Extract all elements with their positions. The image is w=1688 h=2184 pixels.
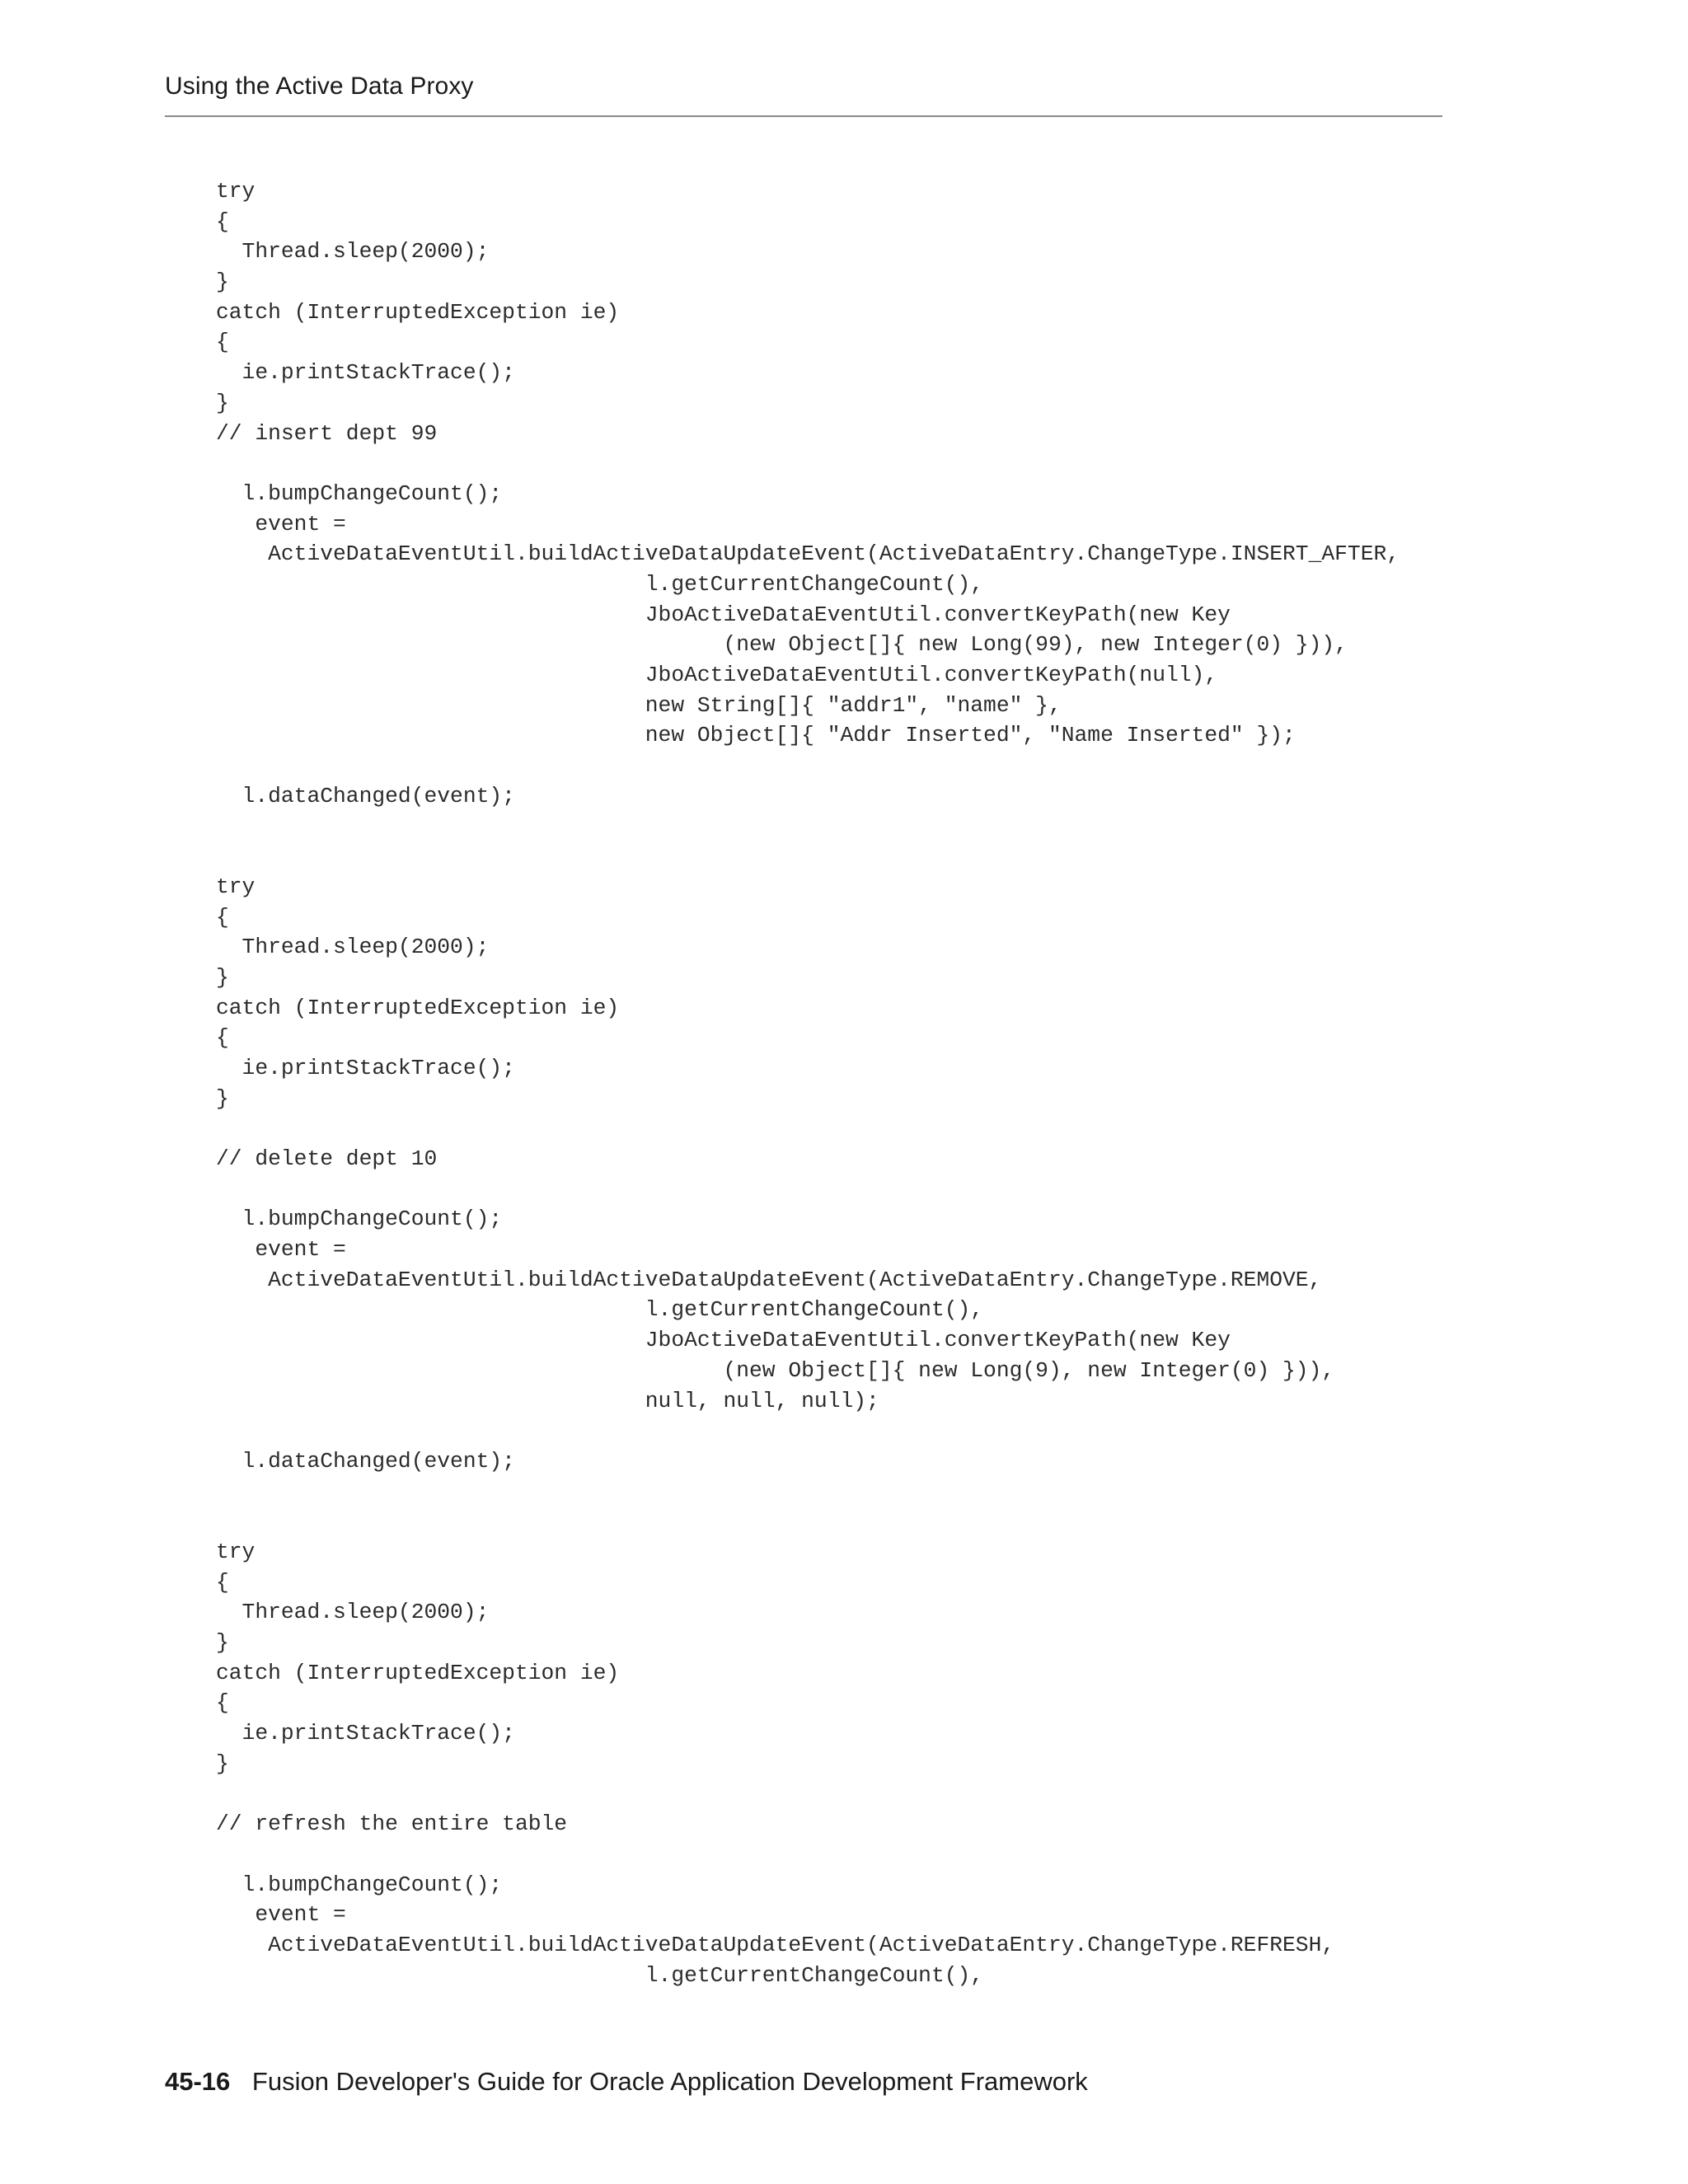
code-line: catch (InterruptedException ie) bbox=[216, 995, 620, 1020]
code-line bbox=[216, 1507, 1502, 1537]
code-line: (new Object[]{ new Long(9), new Integer(0) })), bbox=[216, 1357, 1335, 1383]
code-line: Thread.sleep(2000); bbox=[216, 1600, 490, 1625]
code-line: } bbox=[216, 964, 229, 990]
code-line: event = bbox=[216, 511, 346, 537]
code-line bbox=[216, 1416, 1502, 1446]
code-line: l.bumpChangeCount(); bbox=[216, 480, 503, 506]
code-line: l.getCurrentChangeCount(), bbox=[216, 1962, 984, 1988]
header-divider bbox=[165, 115, 1442, 117]
code-line: Thread.sleep(2000); bbox=[216, 239, 490, 265]
code-line: catch (InterruptedException ie) bbox=[216, 299, 620, 325]
book-title: Fusion Developer's Guide for Oracle Application Development Framework bbox=[251, 2067, 1088, 2096]
code-line: (new Object[]{ new Long(99), new Integer(0) })), bbox=[216, 632, 1348, 658]
code-line bbox=[216, 448, 1502, 479]
code-line bbox=[216, 1840, 1502, 1870]
code-line: // refresh the entire table bbox=[216, 1811, 568, 1837]
code-line: l.bumpChangeCount(); bbox=[216, 1207, 503, 1232]
code-line: JboActiveDataEventUtil.convertKeyPath(null), bbox=[216, 663, 1218, 687]
code-line: } bbox=[216, 1085, 229, 1111]
code-line: try bbox=[216, 874, 256, 899]
code-line bbox=[216, 1113, 1502, 1144]
code-line: // insert dept 99 bbox=[216, 420, 438, 446]
code-listing bbox=[216, 176, 1502, 1990]
page-number: 45-16 bbox=[165, 2067, 231, 2096]
page-footer bbox=[165, 2067, 1088, 2097]
code-line: { bbox=[216, 330, 229, 355]
code-line: l.bumpChangeCount(); bbox=[216, 1872, 503, 1897]
code-line: new Object[]{ "Addr Inserted", "Name Inserted" }); bbox=[216, 723, 1296, 748]
code-line: event = bbox=[216, 1237, 346, 1263]
code-line: } bbox=[216, 390, 229, 415]
code-line: l.dataChanged(event); bbox=[216, 783, 515, 808]
code-line: { bbox=[216, 1690, 229, 1716]
code-line: ie.printStackTrace(); bbox=[216, 360, 515, 386]
code-line bbox=[216, 1477, 1502, 1507]
code-line: ActiveDataEventUtil.buildActiveDataUpdateEvent(ActiveDataEntry.ChangeType.REFRESH, bbox=[216, 1932, 1335, 1957]
code-line: event = bbox=[216, 1902, 346, 1928]
code-line: l.getCurrentChangeCount(), bbox=[216, 571, 984, 597]
code-line: { bbox=[216, 904, 229, 930]
code-line bbox=[216, 751, 1502, 781]
code-line bbox=[216, 1174, 1502, 1205]
code-line: ActiveDataEventUtil.buildActiveDataUpdateEvent(ActiveDataEntry.ChangeType.INSERT_AFTER, bbox=[216, 541, 1400, 567]
code-line: ie.printStackTrace(); bbox=[216, 1721, 515, 1746]
code-line: try bbox=[216, 179, 256, 204]
code-line: } bbox=[216, 269, 229, 295]
code-line bbox=[216, 841, 1502, 872]
code-line: { bbox=[216, 1025, 229, 1051]
code-line: null, null, null); bbox=[216, 1388, 879, 1413]
code-line bbox=[216, 1779, 1502, 1809]
code-line: ie.printStackTrace(); bbox=[216, 1055, 515, 1080]
code-line: new String[]{ "addr1", "name" }, bbox=[216, 692, 1062, 718]
code-line: Thread.sleep(2000); bbox=[216, 935, 490, 960]
code-line: l.getCurrentChangeCount(), bbox=[216, 1297, 984, 1323]
code-line: // delete dept 10 bbox=[216, 1146, 438, 1171]
code-line: l.dataChanged(event); bbox=[216, 1448, 515, 1474]
code-line: } bbox=[216, 1630, 229, 1655]
running-header: Using the Active Data Proxy bbox=[165, 73, 474, 100]
code-line bbox=[216, 811, 1502, 841]
code-line: try bbox=[216, 1539, 256, 1564]
code-line: catch (InterruptedException ie) bbox=[216, 1660, 620, 1685]
code-line: JboActiveDataEventUtil.convertKeyPath(new Key bbox=[216, 1328, 1231, 1353]
code-line: ActiveDataEventUtil.buildActiveDataUpdateEvent(ActiveDataEntry.ChangeType.REMOVE, bbox=[216, 1267, 1322, 1292]
code-line: } bbox=[216, 1750, 229, 1776]
code-line: JboActiveDataEventUtil.convertKeyPath(new Key bbox=[216, 602, 1231, 627]
code-line: { bbox=[216, 209, 229, 234]
code-line: { bbox=[216, 1569, 229, 1595]
